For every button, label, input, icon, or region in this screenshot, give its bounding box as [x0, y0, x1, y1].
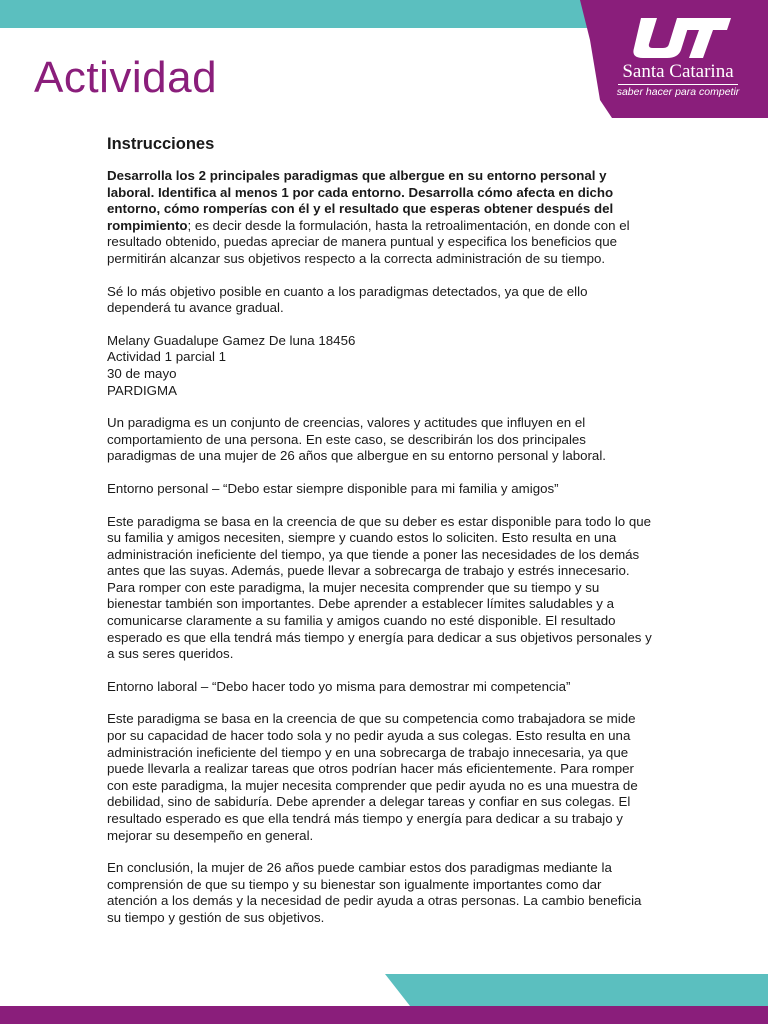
personal-heading: Entorno personal – “Debo estar siempre disponible para mi familia y amigos”: [107, 480, 559, 496]
instructions-bold-text: Desarrolla los 2 principales paradigmas que albergue en su entorno personal y laboral. Identifica al menos 1 por cada entorno. Desarrolla cómo afecta en dicho entorno, cómo romperías con él y el resultado que esperas obtener después del rompimiento: [107, 168, 614, 233]
logo-campus-name: Santa Catarina: [622, 61, 734, 82]
activity-line: Actividad 1 parcial 1: [107, 349, 226, 365]
conclusion-paragraph: En conclusión, la mujer de 26 años puede cambiar estos dos paradigmas mediante la comprensión de que su tiempo y su bienestar son igualmente importantes como dar atención a los demás y la necesidad de pedir ayuda a otras personas. La cambio beneficia su tiempo y gestión de sus objetivos.: [107, 860, 642, 925]
instructions-rest-text: ; es decir desde la formulación, hasta la retroalimentación, en donde con el resultado obtenido, puedas apreciar de manera puntual y especifica los beneficios que permitirán alcanzar sus objetivos respecto a la correcta administración de su tiempo.: [107, 217, 630, 266]
page-title: Actividad: [34, 53, 218, 102]
footer-teal-stripe: [385, 974, 768, 1006]
logo-divider: [618, 84, 738, 85]
instructions-paragraph: [107, 168, 652, 268]
work-heading: Entorno laboral – “Debo hacer todo yo misma para demostrar mi competencia”: [107, 678, 571, 694]
section-heading: Instrucciones: [107, 135, 215, 153]
date-line: 30 de mayo: [107, 365, 177, 381]
footer-purple-stripe: [0, 1006, 768, 1024]
footer-band: [0, 974, 768, 1024]
ut-logo-icon: [623, 14, 733, 60]
institution-logo: [610, 14, 746, 98]
personal-paragraph: Este paradigma se basa en la creencia de que su deber es estar disponible para todo lo que su familia y amigos necesiten, siempre y cuando estos lo soliciten. Esto resulta en una administración ineficiente del tiempo, ya que tiende a poner las necesidades de los demás antes que las suyas. Además, puede llevar a sobrecarga de trabajo y estrés innecesario. Para romper con este paradigma, la mujer necesita comprender que su tiempo y su bienestar también son importantes. Debe aprender a establecer límites saludables y a comunicarse claramente a su familia y amigos cuando no esté disponible. El resultado esperado es que ella tendrá más tiempo y energía para dedicar a sus objetivos personales y a sus seres queridos.: [107, 513, 652, 662]
student-info: [107, 333, 652, 399]
intro-paragraph: Un paradigma es un conjunto de creencias, valores y actitudes que influyen en el comportamiento de una persona. En este caso, se describirán los dos principales paradigmas de una mujer de 26 años que albergue en su entorno personal y laboral.: [107, 415, 606, 464]
logo-slogan: saber hacer para competir: [616, 85, 740, 98]
objective-note: Sé lo más objetivo posible en cuanto a los paradigmas detectados, ya que de ello dependerá tu avance gradual.: [107, 283, 588, 316]
topic-line: PARDIGMA: [107, 382, 177, 398]
work-paragraph: Este paradigma se basa en la creencia de que su competencia como trabajadora se mide por su capacidad de hacer todo sola y no pedir ayuda a sus colegas. Esto resulta en una administración ineficiente del tiempo y en una sobrecarga de trabajo innecesaria, ya que puede llevarla a realizar tareas que otros podrían hacer más eficientemente. Para romper con este paradigma, la mujer necesita comprender que pedir ayuda no es una muestra de debilidad, sino de sabiduría. Debe aprender a delegar tareas y confiar en sus colegas. El resultado esperado es que ella tendrá más tiempo y energía para dedicar a su trabajo y mejorar su desempeño en general.: [107, 711, 638, 843]
document-body: [107, 134, 652, 943]
student-line: Melany Guadalupe Gamez De luna 18456: [107, 332, 356, 348]
